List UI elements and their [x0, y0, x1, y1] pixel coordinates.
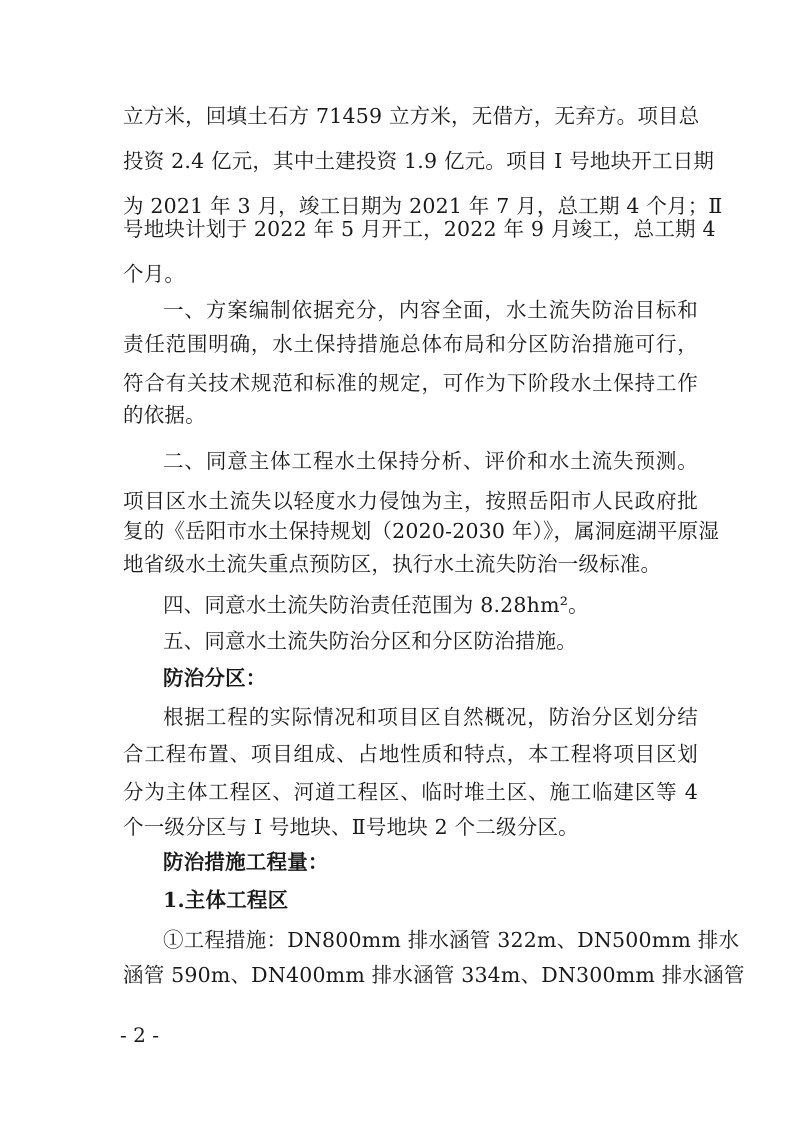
paragraph-4-line: 四、同意水土流失防治责任范围为 8.28hm²。 — [163, 593, 589, 617]
paragraph-1-line: 一、方案编制依据充分，内容全面，水土流失防治目标和 — [163, 298, 698, 322]
page-number: - 2 - — [120, 1023, 159, 1047]
body-text-line: 涵管 590m、DN400mm 排水涵管 334m、DN300mm 排水涵管 — [123, 963, 745, 987]
body-text-line: 地省级水土流失重点预防区，执行水土流失防治一级标准。 — [123, 552, 662, 576]
body-text-line: 分为主体工程区、河道工程区、临时堆土区、施工临建区等 4 — [123, 780, 698, 804]
body-text-line: 立方米，回填土石方 71459 立方米，无借方，无弃方。项目总 — [123, 104, 700, 128]
body-text-line: 为 2021 年 3 月，竣工日期为 2021 年 7 月，总工期 4 个月；Ⅱ — [123, 194, 723, 218]
body-text-line: ①工程措施：DN800mm 排水涵管 322m、DN500mm 排水 — [163, 928, 740, 952]
paragraph-2-line: 二、同意主体工程水土保持分析、评价和水土流失预测。 — [163, 449, 698, 473]
body-text-line: 根据工程的实际情况和项目区自然概况，防治分区划分结 — [163, 705, 698, 729]
body-text-line: 投资 2.4 亿元，其中土建投资 1.9 亿元。项目 I 号地块开工日期 — [123, 149, 715, 173]
body-text-line: 合工程布置、项目组成、占地性质和特点，本工程将项目区划 — [123, 742, 698, 766]
body-text-line: 个一级分区与 I 号地块、Ⅱ号地块 2 个二级分区。 — [123, 815, 579, 839]
body-text-line: 责任范围明确，水土保持措施总体布局和分区防治措施可行， — [123, 332, 698, 356]
body-text-line: 个月。 — [123, 262, 186, 286]
section-heading-quantities: 防治措施工程量： — [163, 850, 329, 874]
paragraph-5-line: 五、同意水土流失防治分区和分区防治措施。 — [163, 629, 577, 653]
body-text-line: 的依据。 — [123, 403, 206, 427]
section-heading-zones: 防治分区： — [163, 666, 267, 690]
body-text-line: 项目区水土流失以轻度水力侵蚀为主，按照岳阳市人民政府批 — [123, 489, 698, 513]
body-text-line: 复的《岳阳市水土保持规划（2020-2030 年）》，属洞庭湖平原湿 — [123, 519, 720, 543]
body-text-line: 符合有关技术规范和标准的规定，可作为下阶段水土保持工作 — [123, 371, 698, 395]
body-text-line: 号地块计划于 2022 年 5 月开工，2022 年 9 月竣工，总工期 4 — [123, 217, 716, 241]
subsection-heading-main-works: 1.主体工程区 — [163, 888, 289, 912]
